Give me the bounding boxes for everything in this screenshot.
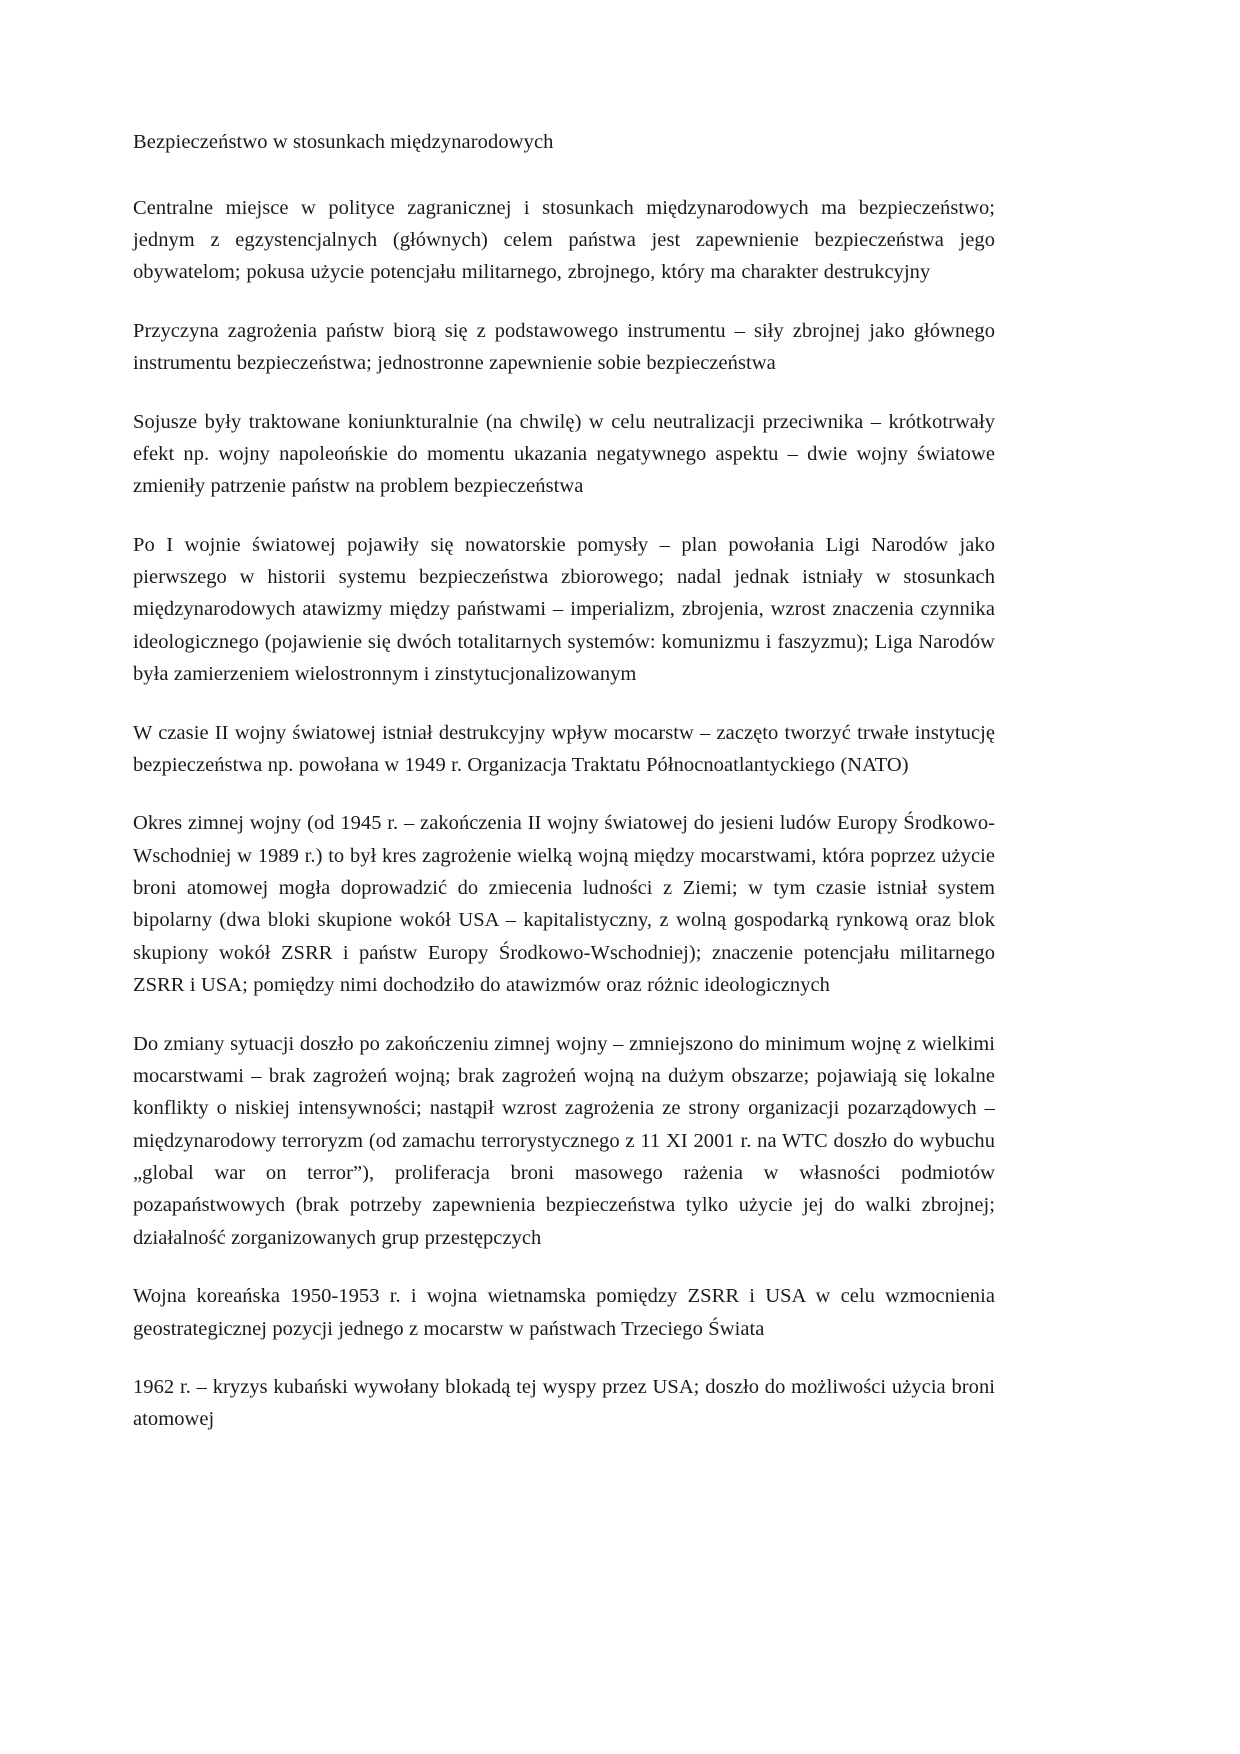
paragraph-8: Wojna koreańska 1950-1953 r. i wojna wietnamska pomiędzy ZSRR i USA w celu wzmocnienia geostrategicznej pozycji jednego z mocarstw w państwach Trzeciego Świata [133,1285,995,1340]
document-body [133,128,995,1436]
paragraph-2: Przyczyna zagrożenia państw biorą się z podstawowego instrumentu – siły zbrojnej jako głównego instrumentu bezpieczeństwa; jednostronne zapewnienie sobie bezpieczeństwa [133,319,995,375]
paragraph-7: Do zmiany sytuacji doszło po zakończeniu zimnej wojny – zmniejszono do minimum wojnę z wielkimi mocarstwami – brak zagrożeń wojną; brak zagrożeń wojną na dużym obszarze; pojawiają się lokalne konflikty o niskiej intensywności; nastąpił wzrost zagrożenia ze strony organizacji pozarządowych – międzynarodowy terroryzm (od zamachu terrorystycznego z 11 XI 2001 r. na WTC doszło do wybuchu „global war on terror”), proliferacja broni masowego rażenia w własności podmiotów pozapaństwowych (brak potrzeby zapewnienia bezpieczeństwa tylko użycie jej do walki zbrojnej; działalność zorganizowanych grup przestępczych [133,1032,995,1249]
paragraph-4: Po I wojnie światowej pojawiły się nowatorskie pomysły – plan powołania Ligi Narodów jako pierwszego w historii systemu bezpieczeństwa zbiorowego; nadal jednak istniały w stosunkach międzynarodowych atawizmy między państwami – imperializm, zbrojenia, wzrost znaczenia czynnika ideologicznego (pojawienie się dwóch totalitarnych systemów: komunizmu i faszyzmu); Liga Narodów była zamierzeniem wielostronnym i zinstytucjonalizowanym [133,533,995,686]
paragraph-1: Centralne miejsce w polityce zagranicznej i stosunkach międzynarodowych ma bezpieczeństwo; jednym z egzystencjalnych (głównych) celem państwa jest zapewnienie bezpieczeństwa jego obywatelom; pokusa użycie potencjału militarnego, zbrojnego, który ma charakter destrukcyjny [133,196,995,284]
paragraph-3: Sojusze były traktowane koniunkturalnie (na chwilę) w celu neutralizacji przeciwnika – krótkotrwały efekt np. wojny napoleońskie do momentu ukazania negatywnego aspektu – dwie wojny światowe zmieniły patrzenie państw na problem bezpieczeństwa [133,410,995,498]
paragraph-9: 1962 r. – kryzys kubański wywołany blokadą tej wyspy przez USA; doszło do możliwości użycia broni atomowej [133,1375,995,1431]
paragraph-6: Okres zimnej wojny (od 1945 r. – zakończenia II wojny światowej do jesieni ludów Europy Środkowo- Wschodniej w 1989 r.) to był kres zagrożenie wielką wojną między mocarstwami, która poprzez użycie broni atomowej mogła doprowadzić do zmiecenia ludności z Ziemi; w tym czasie istniał system bipolarny (dwa bloki skupione wokół USA – kapitalistyczny, z wolną gospodarką rynkową oraz blok skupiony wokół ZSRR i państw Europy Środkowo-Wschodniej); znaczenie potencjału militarnego ZSRR i USA; pomiędzy nimi dochodziło do atawizmów oraz różnic ideologicznych [133,812,995,997]
page-title: Bezpieczeństwo w stosunkach międzynarodowych [133,131,554,153]
paragraph-5: W czasie II wojny światowej istniał destrukcyjny wpływ mocarstw – zaczęto tworzyć trwałe instytucję bezpieczeństwa np. powołana w 1949 r. Organizacja Traktatu Północnoatlantyckiego (NATO) [133,721,995,776]
